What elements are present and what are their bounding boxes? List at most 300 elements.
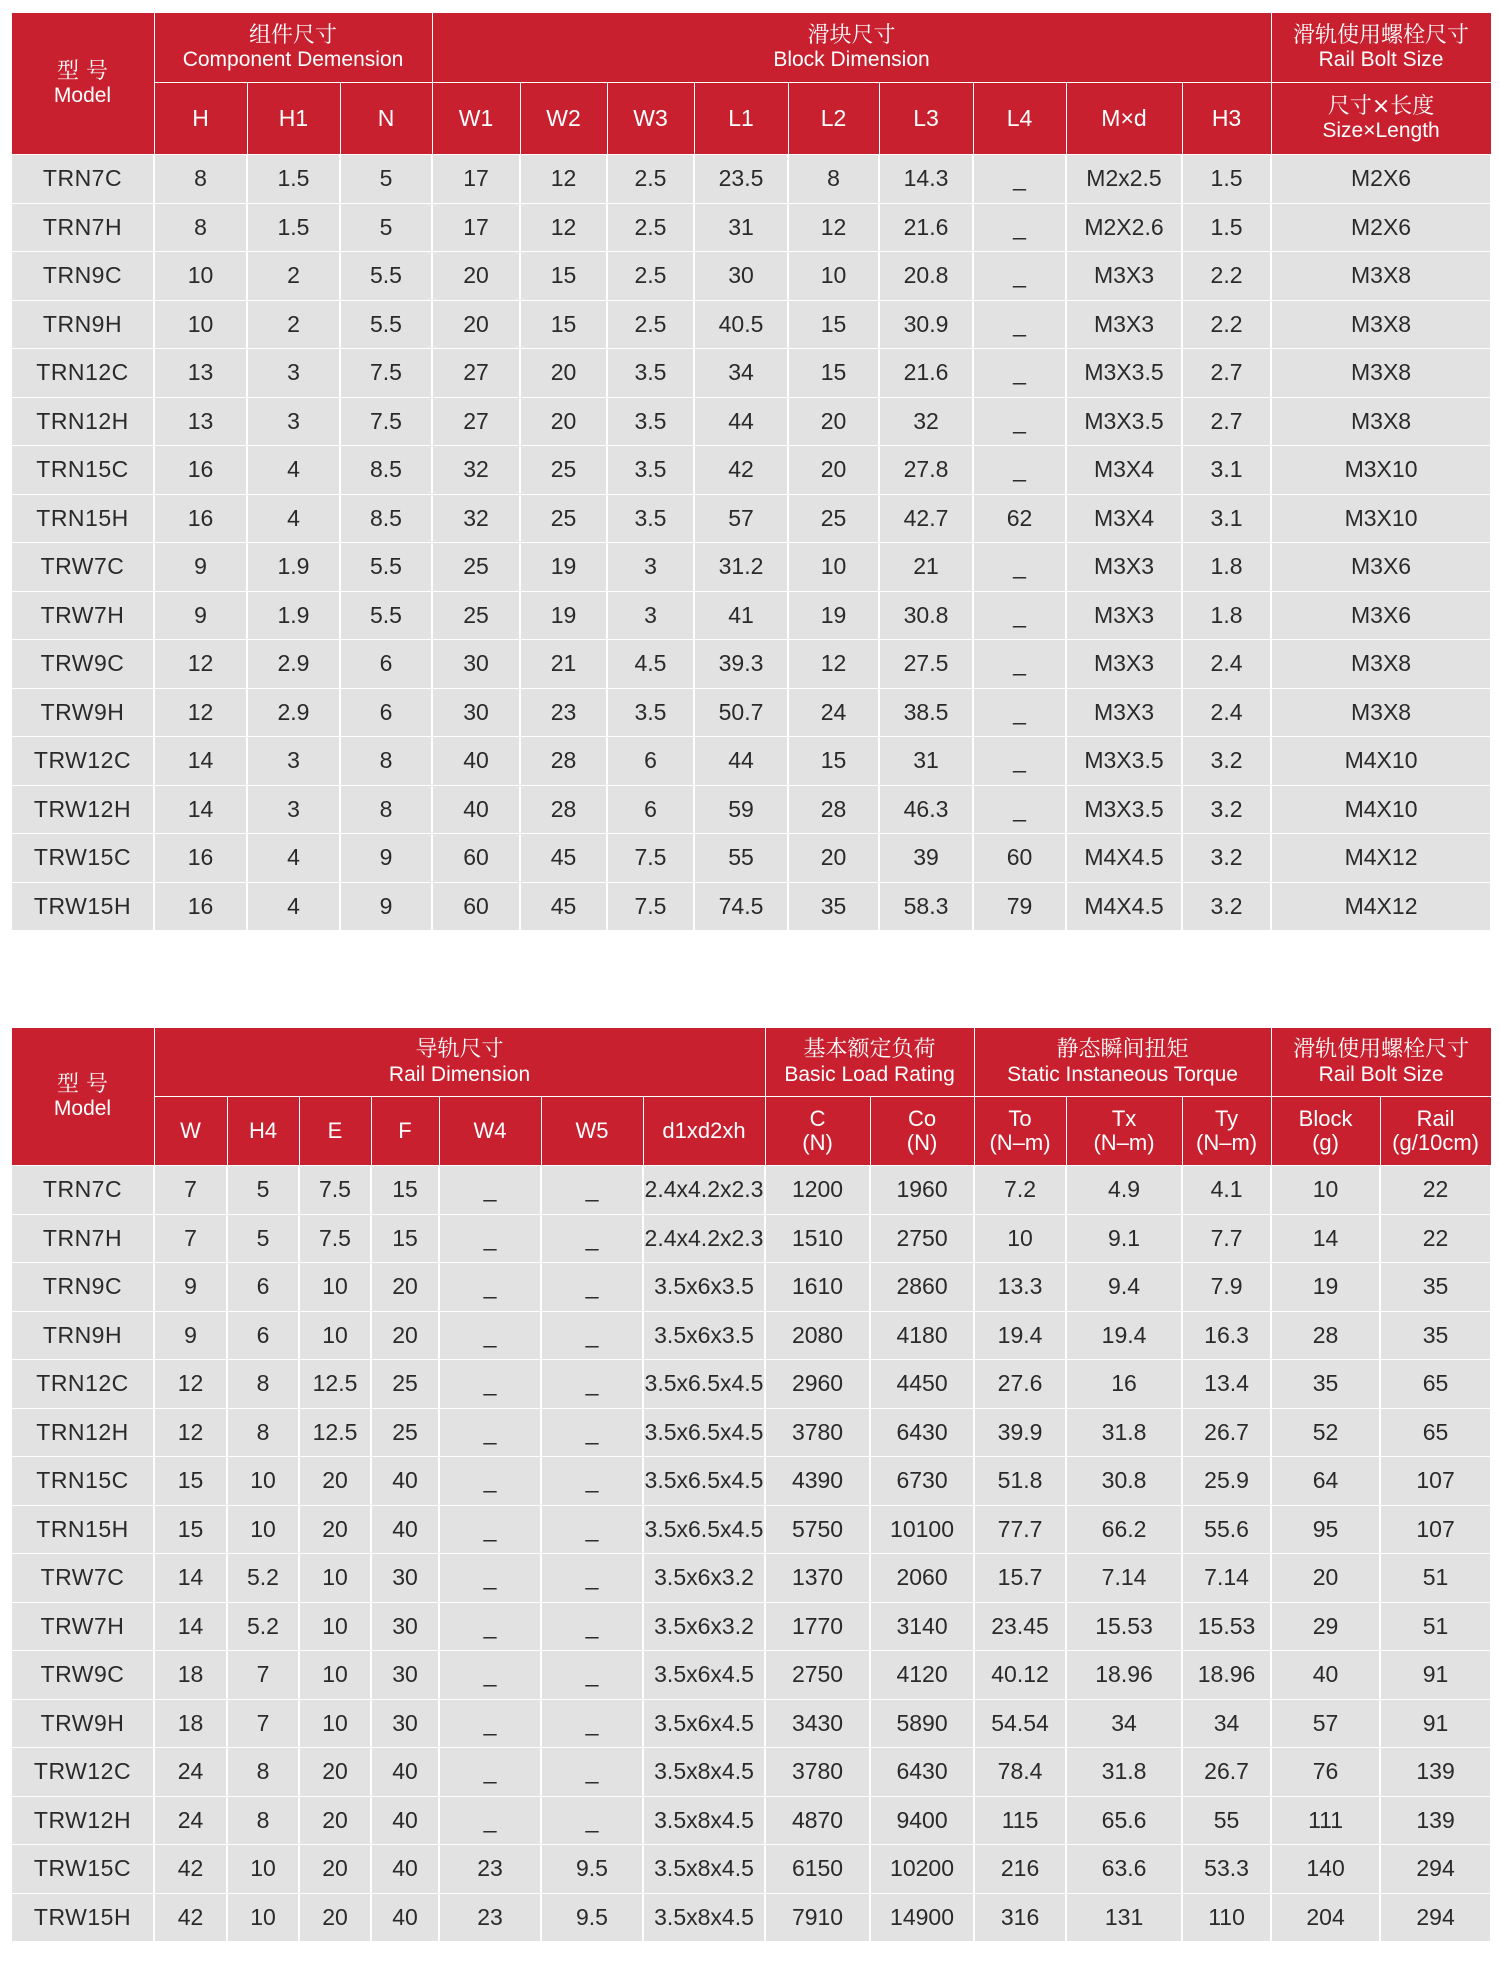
- table-cell: 140: [1271, 1845, 1380, 1894]
- table-cell: 3.5x6x4.5: [643, 1651, 765, 1700]
- table-cell: _: [541, 1311, 643, 1360]
- table-cell: 5.5: [340, 300, 432, 349]
- table-cell: 131: [1066, 1893, 1182, 1942]
- model-cell: TRN12H: [11, 397, 154, 446]
- table-cell: _: [439, 1505, 541, 1554]
- table-cell: 6: [227, 1263, 299, 1312]
- table-cell: 3.5x6x4.5: [643, 1699, 765, 1748]
- table-cell: M3X6: [1271, 591, 1491, 640]
- table-cell: 1.9: [247, 591, 340, 640]
- table-cell: 45: [520, 834, 607, 883]
- table-cell: 6730: [870, 1457, 974, 1506]
- table-cell: _: [541, 1360, 643, 1409]
- table-cell: 6: [607, 737, 694, 786]
- table-cell: 25.9: [1182, 1457, 1271, 1506]
- table-cell: 3780: [765, 1748, 870, 1797]
- table-cell: 3.5x6.5x4.5: [643, 1505, 765, 1554]
- table-cell: 77.7: [974, 1505, 1066, 1554]
- table-cell: 3.2: [1182, 834, 1271, 883]
- table-row: [11, 1263, 1491, 1312]
- group-header-en: Basic Load Rating: [784, 1062, 955, 1086]
- table-row: [11, 155, 1491, 204]
- table-cell: 1.5: [1182, 203, 1271, 252]
- table-cell: 2: [247, 252, 340, 301]
- model-cell: TRN7H: [11, 203, 154, 252]
- table-cell: 107: [1380, 1505, 1491, 1554]
- model-header-cn: 型 号: [57, 1071, 108, 1097]
- table-cell: 27.8: [879, 446, 973, 495]
- table-cell: 15.53: [1066, 1602, 1182, 1651]
- table-cell: _: [973, 785, 1066, 834]
- table-cell: 55: [1182, 1796, 1271, 1845]
- table-cell: M3X8: [1271, 688, 1491, 737]
- table-cell: 19: [520, 543, 607, 592]
- table-cell: 55.6: [1182, 1505, 1271, 1554]
- table-cell: 10200: [870, 1845, 974, 1894]
- table-cell: 79: [973, 882, 1066, 931]
- table-cell: 5890: [870, 1699, 974, 1748]
- table-cell: 13.4: [1182, 1360, 1271, 1409]
- table-cell: 31.2: [694, 543, 788, 592]
- table-row: [11, 1699, 1491, 1748]
- table-cell: 30: [371, 1602, 439, 1651]
- table-cell: 7.7: [1182, 1214, 1271, 1263]
- table-row: [11, 1457, 1491, 1506]
- table-cell: 30: [371, 1554, 439, 1603]
- basic-load-rating-header: [765, 1028, 974, 1097]
- table-cell: 9: [154, 1311, 227, 1360]
- table-cell: 20: [371, 1263, 439, 1312]
- table-row: [11, 1311, 1491, 1360]
- column-header: H1: [247, 83, 340, 155]
- table-cell: 12.5: [299, 1408, 371, 1457]
- table-row: [11, 640, 1491, 689]
- table-cell: 53.3: [1182, 1845, 1271, 1894]
- table-cell: 1.5: [247, 203, 340, 252]
- table-cell: 35: [1380, 1311, 1491, 1360]
- column-header: [541, 1097, 643, 1166]
- table-cell: 3.5: [607, 397, 694, 446]
- table-cell: 42: [154, 1845, 227, 1894]
- table-cell: 3.5x8x4.5: [643, 1796, 765, 1845]
- column-header-unit: (N): [802, 1130, 833, 1155]
- table-row: [11, 785, 1491, 834]
- block-dimension-header: [432, 13, 1271, 83]
- column-header: [154, 1097, 227, 1166]
- table-cell: 5: [340, 155, 432, 204]
- table-cell: 6430: [870, 1748, 974, 1797]
- table-row: [11, 1505, 1491, 1554]
- column-header-label: E: [327, 1117, 343, 1143]
- table-cell: 95: [1271, 1505, 1380, 1554]
- table-cell: _: [973, 252, 1066, 301]
- table-cell: 20: [520, 349, 607, 398]
- table-cell: 20.8: [879, 252, 973, 301]
- rail-dimension-header: [154, 1028, 765, 1097]
- table-cell: M3X10: [1271, 446, 1491, 495]
- table-cell: 66.2: [1066, 1505, 1182, 1554]
- table-cell: M2X2.6: [1066, 203, 1182, 252]
- group-header-cn: 组件尺寸: [248, 22, 337, 48]
- table-cell: 7: [227, 1699, 299, 1748]
- table-cell: 16: [154, 882, 247, 931]
- table-cell: M3X4: [1066, 446, 1182, 495]
- table-row: [11, 252, 1491, 301]
- table-cell: 58.3: [879, 882, 973, 931]
- table-cell: 216: [974, 1845, 1066, 1894]
- column-header-label: W5: [575, 1117, 609, 1143]
- table-cell: 7910: [765, 1893, 870, 1942]
- table-cell: 23: [439, 1893, 541, 1942]
- column-header: [439, 1097, 541, 1166]
- table-cell: 40: [371, 1845, 439, 1894]
- table-cell: 2750: [765, 1651, 870, 1700]
- table-cell: 7.5: [607, 882, 694, 931]
- table-cell: 8: [154, 155, 247, 204]
- table-cell: 27: [432, 397, 520, 446]
- table-cell: 62: [973, 494, 1066, 543]
- model-cell: TRN7C: [11, 155, 154, 204]
- table-cell: 57: [1271, 1699, 1380, 1748]
- column-header: M×d: [1066, 83, 1182, 155]
- table-cell: _: [541, 1796, 643, 1845]
- column-header-unit: (N–m): [1093, 1130, 1155, 1155]
- table-cell: _: [541, 1699, 643, 1748]
- column-header-label: To: [1008, 1105, 1032, 1131]
- table-cell: 23.45: [974, 1602, 1066, 1651]
- table-cell: 27.6: [974, 1360, 1066, 1409]
- table-row: [11, 1602, 1491, 1651]
- table-cell: 52: [1271, 1408, 1380, 1457]
- group-header-en: Component Demension: [182, 48, 404, 72]
- table-cell: M3X8: [1271, 349, 1491, 398]
- table-row: [11, 1214, 1491, 1263]
- model-cell: TRN7H: [11, 1214, 154, 1263]
- table-cell: 2060: [870, 1554, 974, 1603]
- table-cell: M4X4.5: [1066, 834, 1182, 883]
- column-header: [1271, 1097, 1380, 1166]
- table-cell: 10: [227, 1893, 299, 1942]
- table-cell: _: [541, 1408, 643, 1457]
- model-cell: TRN9H: [11, 1311, 154, 1360]
- table-row: [11, 494, 1491, 543]
- table-row: [11, 300, 1491, 349]
- table-cell: 51: [1380, 1554, 1491, 1603]
- table-cell: _: [973, 155, 1066, 204]
- table-cell: 6: [227, 1311, 299, 1360]
- table-cell: 316: [974, 1893, 1066, 1942]
- table-cell: 40: [1271, 1651, 1380, 1700]
- column-header: W2: [520, 83, 607, 155]
- column-header-unit: (g): [1312, 1130, 1339, 1155]
- table-cell: 18: [154, 1651, 227, 1700]
- table-cell: 9400: [870, 1796, 974, 1845]
- table-cell: 3.5x6.5x4.5: [643, 1457, 765, 1506]
- table-cell: 2.9: [247, 688, 340, 737]
- table-cell: 1960: [870, 1166, 974, 1215]
- table-cell: _: [973, 737, 1066, 786]
- model-cell: TRN15H: [11, 1505, 154, 1554]
- table-cell: 31: [879, 737, 973, 786]
- table-cell: 6: [607, 785, 694, 834]
- table-cell: 5.5: [340, 543, 432, 592]
- table-cell: 3: [247, 737, 340, 786]
- table-cell: 3.5: [607, 446, 694, 495]
- table-cell: 3: [607, 591, 694, 640]
- table-cell: 55: [694, 834, 788, 883]
- table-cell: M3X4: [1066, 494, 1182, 543]
- static-torque-header: [974, 1028, 1271, 1097]
- table-cell: 2.4: [1182, 640, 1271, 689]
- table-cell: 34: [1066, 1699, 1182, 1748]
- table-cell: 1.8: [1182, 591, 1271, 640]
- table-cell: 1.8: [1182, 543, 1271, 592]
- table-cell: _: [439, 1263, 541, 1312]
- table-cell: 34: [1182, 1699, 1271, 1748]
- table-cell: 15.7: [974, 1554, 1066, 1603]
- rail-dimension-load-table: [10, 1027, 1492, 1942]
- table-cell: M3X3: [1066, 252, 1182, 301]
- model-header: [11, 1028, 154, 1166]
- table-cell: 9: [340, 882, 432, 931]
- table-cell: 40.12: [974, 1651, 1066, 1700]
- model-cell: TRN12H: [11, 1408, 154, 1457]
- column-header: L2: [788, 83, 879, 155]
- table-cell: 2.7: [1182, 397, 1271, 446]
- table-row: [11, 349, 1491, 398]
- table-cell: 29: [1271, 1602, 1380, 1651]
- table-cell: 25: [371, 1408, 439, 1457]
- table-cell: 30: [694, 252, 788, 301]
- table-cell: 107: [1380, 1457, 1491, 1506]
- table-cell: 10100: [870, 1505, 974, 1554]
- model-cell: TRN15C: [11, 1457, 154, 1506]
- model-cell: TRN12C: [11, 349, 154, 398]
- table-cell: 3430: [765, 1699, 870, 1748]
- table-cell: 4120: [870, 1651, 974, 1700]
- table-cell: 6150: [765, 1845, 870, 1894]
- column-header-unit: (N–m): [989, 1130, 1051, 1155]
- column-header: H: [154, 83, 247, 155]
- table-cell: 15: [788, 300, 879, 349]
- table-cell: 64: [1271, 1457, 1380, 1506]
- column-header: H3: [1182, 83, 1271, 155]
- table-cell: 3.5: [607, 494, 694, 543]
- table-cell: 10: [299, 1311, 371, 1360]
- table-cell: 78.4: [974, 1748, 1066, 1797]
- table-cell: 3.5x6x3.2: [643, 1602, 765, 1651]
- table-cell: 21.6: [879, 349, 973, 398]
- table-cell: _: [439, 1554, 541, 1603]
- column-header: [1066, 1097, 1182, 1166]
- table-cell: M3X3: [1066, 591, 1182, 640]
- table-cell: 10: [299, 1651, 371, 1700]
- column-header: [643, 1097, 765, 1166]
- group-header-en: Block Dimension: [773, 48, 930, 72]
- table-cell: 6430: [870, 1408, 974, 1457]
- table-cell: 7.5: [340, 397, 432, 446]
- table-cell: 3.5x6x3.5: [643, 1263, 765, 1312]
- table-cell: 46.3: [879, 785, 973, 834]
- bolt-sub-header-cn: 尺寸×长度: [1327, 93, 1435, 119]
- model-cell: TRN9C: [11, 252, 154, 301]
- table-cell: _: [973, 203, 1066, 252]
- table-cell: 30.8: [879, 591, 973, 640]
- model-cell: TRW15H: [11, 882, 154, 931]
- table-cell: 7.5: [607, 834, 694, 883]
- table-cell: 32: [432, 446, 520, 495]
- table-cell: 3.5x6.5x4.5: [643, 1408, 765, 1457]
- table-cell: 60: [432, 882, 520, 931]
- model-header-en: Model: [53, 1097, 112, 1121]
- table-cell: 20: [788, 446, 879, 495]
- table-cell: 24: [154, 1796, 227, 1845]
- column-header-label: C: [809, 1105, 826, 1131]
- table-cell: 10: [1271, 1166, 1380, 1215]
- table-cell: 12: [788, 203, 879, 252]
- group-header-cn: 滑轨使用螺栓尺寸: [1293, 1037, 1470, 1063]
- table-cell: 20: [299, 1748, 371, 1797]
- table-cell: 20: [299, 1845, 371, 1894]
- table-cell: 25: [371, 1360, 439, 1409]
- table-cell: 25: [788, 494, 879, 543]
- table-cell: _: [439, 1311, 541, 1360]
- table-cell: 40: [371, 1893, 439, 1942]
- group-header-cn: 导轨尺寸: [415, 1037, 504, 1063]
- column-header: [299, 1097, 371, 1166]
- table-cell: 12: [788, 640, 879, 689]
- table-cell: M3X6: [1271, 543, 1491, 592]
- table-cell: M3X3.5: [1066, 397, 1182, 446]
- table-cell: 3.1: [1182, 446, 1271, 495]
- column-header-label: Tx: [1111, 1105, 1137, 1131]
- table-cell: 3: [607, 543, 694, 592]
- table-cell: 10: [227, 1845, 299, 1894]
- table-cell: 25: [520, 446, 607, 495]
- table-cell: 13: [154, 349, 247, 398]
- table-cell: 7.14: [1182, 1554, 1271, 1603]
- table-cell: 40.5: [694, 300, 788, 349]
- table-cell: 10: [154, 252, 247, 301]
- table-cell: 28: [788, 785, 879, 834]
- table-cell: 50.7: [694, 688, 788, 737]
- model-header: [11, 13, 154, 155]
- column-header: [371, 1097, 439, 1166]
- table-cell: 16: [154, 494, 247, 543]
- table-row: [11, 834, 1491, 883]
- table-cell: 4180: [870, 1311, 974, 1360]
- table-cell: _: [439, 1748, 541, 1797]
- table-cell: 5.2: [227, 1602, 299, 1651]
- model-cell: TRW12C: [11, 737, 154, 786]
- table-cell: 40: [432, 737, 520, 786]
- table-cell: 2.2: [1182, 300, 1271, 349]
- table-cell: _: [439, 1651, 541, 1700]
- table-cell: 40: [371, 1796, 439, 1845]
- table-cell: 26.7: [1182, 1408, 1271, 1457]
- table-cell: 15: [154, 1457, 227, 1506]
- table-cell: 7: [154, 1166, 227, 1215]
- table-cell: 5: [340, 203, 432, 252]
- table-cell: 20: [520, 397, 607, 446]
- table-cell: 3: [247, 785, 340, 834]
- table-cell: 60: [973, 834, 1066, 883]
- table-cell: M4X10: [1271, 785, 1491, 834]
- table-cell: 8: [788, 155, 879, 204]
- rail-bolt-size-header: [1271, 1028, 1491, 1097]
- table-cell: 22: [1380, 1214, 1491, 1263]
- column-header: [974, 1097, 1066, 1166]
- table-cell: M2x2.5: [1066, 155, 1182, 204]
- column-header: W1: [432, 83, 520, 155]
- table-cell: M3X8: [1271, 252, 1491, 301]
- table-cell: 3140: [870, 1602, 974, 1651]
- column-header: [227, 1097, 299, 1166]
- model-header-cn: 型 号: [57, 58, 108, 84]
- table-cell: M3X3: [1066, 543, 1182, 592]
- table-cell: 1770: [765, 1602, 870, 1651]
- table-cell: 10: [299, 1699, 371, 1748]
- table-cell: 3: [247, 349, 340, 398]
- table-cell: 8.5: [340, 446, 432, 495]
- column-header: L4: [973, 83, 1066, 155]
- table-cell: 30.8: [1066, 1457, 1182, 1506]
- table-cell: 65.6: [1066, 1796, 1182, 1845]
- table-cell: 2.7: [1182, 349, 1271, 398]
- model-cell: TRW12H: [11, 785, 154, 834]
- group-header-cn: 静态瞬间扭矩: [1056, 1037, 1189, 1063]
- table-cell: M3X3.5: [1066, 737, 1182, 786]
- table-cell: 19: [520, 591, 607, 640]
- table-cell: 8: [340, 737, 432, 786]
- table-cell: 7.2: [974, 1166, 1066, 1215]
- table-cell: _: [541, 1505, 643, 1554]
- table-cell: _: [541, 1166, 643, 1215]
- group-header-cn: 滑块尺寸: [807, 22, 896, 48]
- table-cell: 19.4: [1066, 1311, 1182, 1360]
- table-cell: 2750: [870, 1214, 974, 1263]
- table-cell: 30: [371, 1699, 439, 1748]
- table-cell: 9.5: [541, 1893, 643, 1942]
- table-cell: M3X8: [1271, 640, 1491, 689]
- table-cell: 10: [227, 1505, 299, 1554]
- table-cell: 15: [520, 300, 607, 349]
- table-cell: 4: [247, 834, 340, 883]
- table-cell: 4390: [765, 1457, 870, 1506]
- table-cell: 23: [520, 688, 607, 737]
- table-cell: 1370: [765, 1554, 870, 1603]
- column-header-label: F: [398, 1117, 412, 1143]
- table-cell: 42: [154, 1893, 227, 1942]
- model-cell: TRW7H: [11, 591, 154, 640]
- table-cell: 4.5: [607, 640, 694, 689]
- table-cell: 7.5: [340, 349, 432, 398]
- column-header-unit: (g/10cm): [1392, 1130, 1479, 1155]
- table-cell: M3X3: [1066, 688, 1182, 737]
- table-cell: 2.5: [607, 300, 694, 349]
- table-cell: 9: [154, 591, 247, 640]
- table-cell: 24: [788, 688, 879, 737]
- table-cell: _: [439, 1360, 541, 1409]
- table-row: [11, 1166, 1491, 1215]
- table-cell: 1.5: [1182, 155, 1271, 204]
- model-cell: TRW15C: [11, 1845, 154, 1894]
- table-cell: 14: [154, 737, 247, 786]
- table-cell: 51.8: [974, 1457, 1066, 1506]
- table-cell: 19: [1271, 1263, 1380, 1312]
- table-cell: 8: [227, 1360, 299, 1409]
- table-row: [11, 446, 1491, 495]
